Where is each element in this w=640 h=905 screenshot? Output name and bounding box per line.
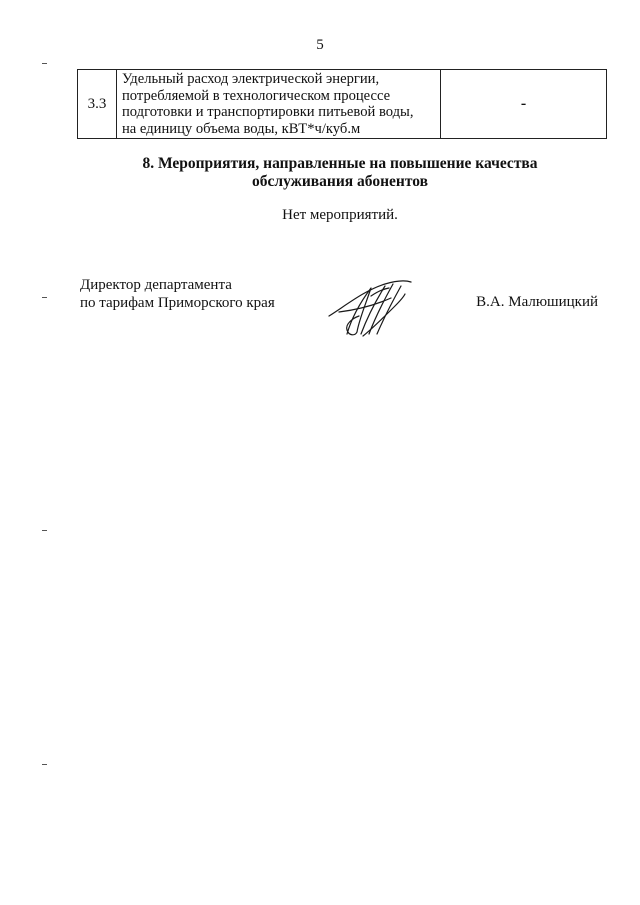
- margin-mark: [42, 297, 47, 298]
- indicator-table: [77, 69, 607, 139]
- row-description-line: потребляемой в технологическом процессе: [122, 87, 391, 104]
- row-description-line: подготовки и транспортировки питьевой воды,: [122, 104, 414, 120]
- margin-mark: [42, 63, 47, 64]
- row-description-line: Удельный расход электрической энергии,: [122, 71, 380, 87]
- section-body: Нет мероприятий.: [282, 207, 398, 223]
- row-value: -: [441, 70, 607, 139]
- margin-mark: [42, 764, 47, 765]
- signatory-title-line: Директор департамента: [80, 277, 232, 293]
- signatory-name: В.А. Малюшицкий: [476, 294, 598, 310]
- section-heading-line: 8. Мероприятия, направленные на повышение качества: [142, 155, 538, 172]
- row-number: 3.3: [78, 70, 117, 139]
- section-heading: [0, 155, 640, 191]
- table-row: [78, 70, 607, 139]
- row-description: [117, 70, 441, 139]
- row-description-line: на единицу объема воды, кВТ*ч/куб.м: [122, 120, 361, 137]
- section-heading-line: обслуживания абонентов: [252, 173, 428, 190]
- page-number: 5: [316, 37, 324, 53]
- signatory-title-line: по тарифам Приморского края: [80, 295, 275, 311]
- handwritten-signature: [325, 276, 415, 340]
- signatory-title: [80, 276, 275, 312]
- margin-mark: [42, 530, 47, 531]
